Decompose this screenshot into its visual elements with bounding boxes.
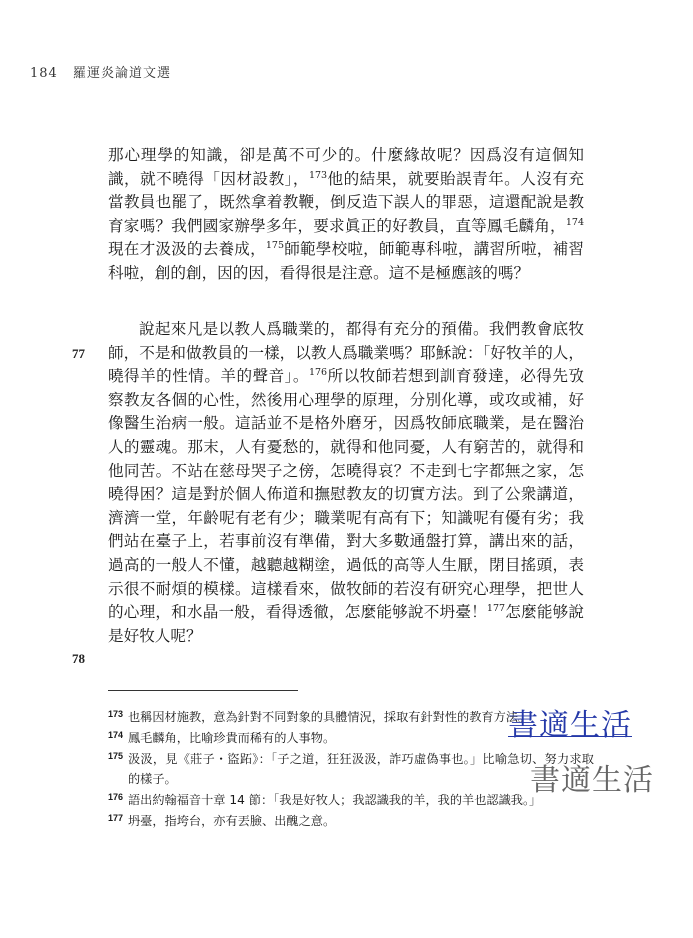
para1-text-3: 現在才汲汲的去養成， (108, 240, 266, 259)
footnote-ref-175[interactable]: 175 (265, 240, 285, 252)
footnote-text: 鳳毛麟角，比喻珍貴而稀有的人事物。 (128, 731, 336, 746)
footnote-176 (108, 791, 594, 810)
watermark-gray: 書適生活 (530, 763, 654, 798)
para2-text-2: 所以牧師若想到訓育發達，必得先攷察教友各個的心性，然後用心理學的原理，分別化導，或攻或補，好像醫生治病一般。這話並不是格外磨牙，因爲牧師底職業，是在醫治人的靈魂。那末，人有憂愁的，就得和他同憂，人有窮苦的，就得和他同苦。不站在慈母哭子之傍，怎曉得哀？不走到七字都無之家，怎曉得困？這是對於個人佈道和撫慰教友的切實方法。到了公衆講道，濟濟一堂，年齡呢有老有少；職業呢有高有下；知識呢有優有劣；我們站在臺子上，若事前沒有準備，對大多數通盤打算，講出來的話，過高的一般人不懂，越聽越糊塗，過低的高等人生厭，閉目搖頭，表示很不耐煩的模樣。這樣看來，做牧師的若沒有研究心理學，把世人的心理，和水晶一般，看得透徹，怎麼能够說不坍臺！ (108, 367, 584, 622)
footnote-number: 174 (108, 730, 124, 741)
footnote-number: 175 (108, 751, 124, 762)
footnote-175 (108, 750, 594, 788)
margin-number-78: 78 (72, 651, 85, 666)
running-header (30, 62, 171, 81)
footnote-text: 語出約翰福音十章 14 節：「我是好牧人；我認識我的羊，我的羊也認識我。」 (128, 792, 542, 807)
footnote-text: 也稱因材施教，意為針對不同對象的具體情況，採取有針對性的教育方法。 (128, 710, 531, 724)
footnote-ref-173[interactable]: 173 (308, 169, 328, 181)
footnote-number: 177 (108, 813, 124, 824)
footnote-177 (108, 812, 594, 831)
margin-number-77: 77 (72, 346, 85, 361)
page-number: 184 (30, 66, 58, 81)
para2-text-3: 怎麼能够說是好牧人呢？ (108, 603, 584, 645)
footnote-ref-176[interactable]: 176 (308, 367, 328, 379)
para2-text-1: 說起來凡是以教人爲職業的，都得有充分的預備。我們教會底牧師，不是和做教員的一樣，以教人爲職業嗎？耶穌說：「好牧羊的人，曉得羊的性情。羊的聲音」。 (108, 320, 584, 386)
body-paragraph-2 (108, 318, 584, 648)
body-paragraph-1 (108, 144, 584, 286)
footnote-ref-177[interactable]: 177 (486, 603, 506, 615)
watermark-blue: 書適生活 (508, 708, 632, 743)
para1-text-2: 他的結果，就要貽誤青年。人沒有充當教員也罷了，既然拿着教鞭，倒反造下誤人的罪惡，這還配說是教育家嗎？我們國家辦學多年，要求眞正的好教員，直等鳳毛麟角， (108, 169, 584, 235)
book-title: 羅運炎論道文選 (72, 66, 171, 81)
footnote-number: 173 (108, 709, 124, 719)
footnote-ref-174[interactable]: 174 (565, 216, 584, 228)
footnote-text: 坍臺，指垮台，亦有丟臉、出醜之意。 (128, 814, 336, 829)
footnote-text: 汲汲，見《莊子・盜跖》：「子之道，狂狂汲汲，詐巧虛偽事也。」比喻急切、努力求取的樣子。 (128, 752, 594, 786)
para1-text-4: 師範學校啦，師範專科啦，講習所啦，補習科啦，創的創，因的因，看得很是注意。這不是極應該的嗎？ (108, 240, 584, 282)
para1-text-1: 那心理學的知識，卻是萬不可少的。什麼緣故呢？因爲沒有這個知識，就不曉得「因材設教」， (108, 146, 584, 188)
footnote-number: 176 (108, 791, 124, 802)
footnote-divider (108, 690, 298, 691)
